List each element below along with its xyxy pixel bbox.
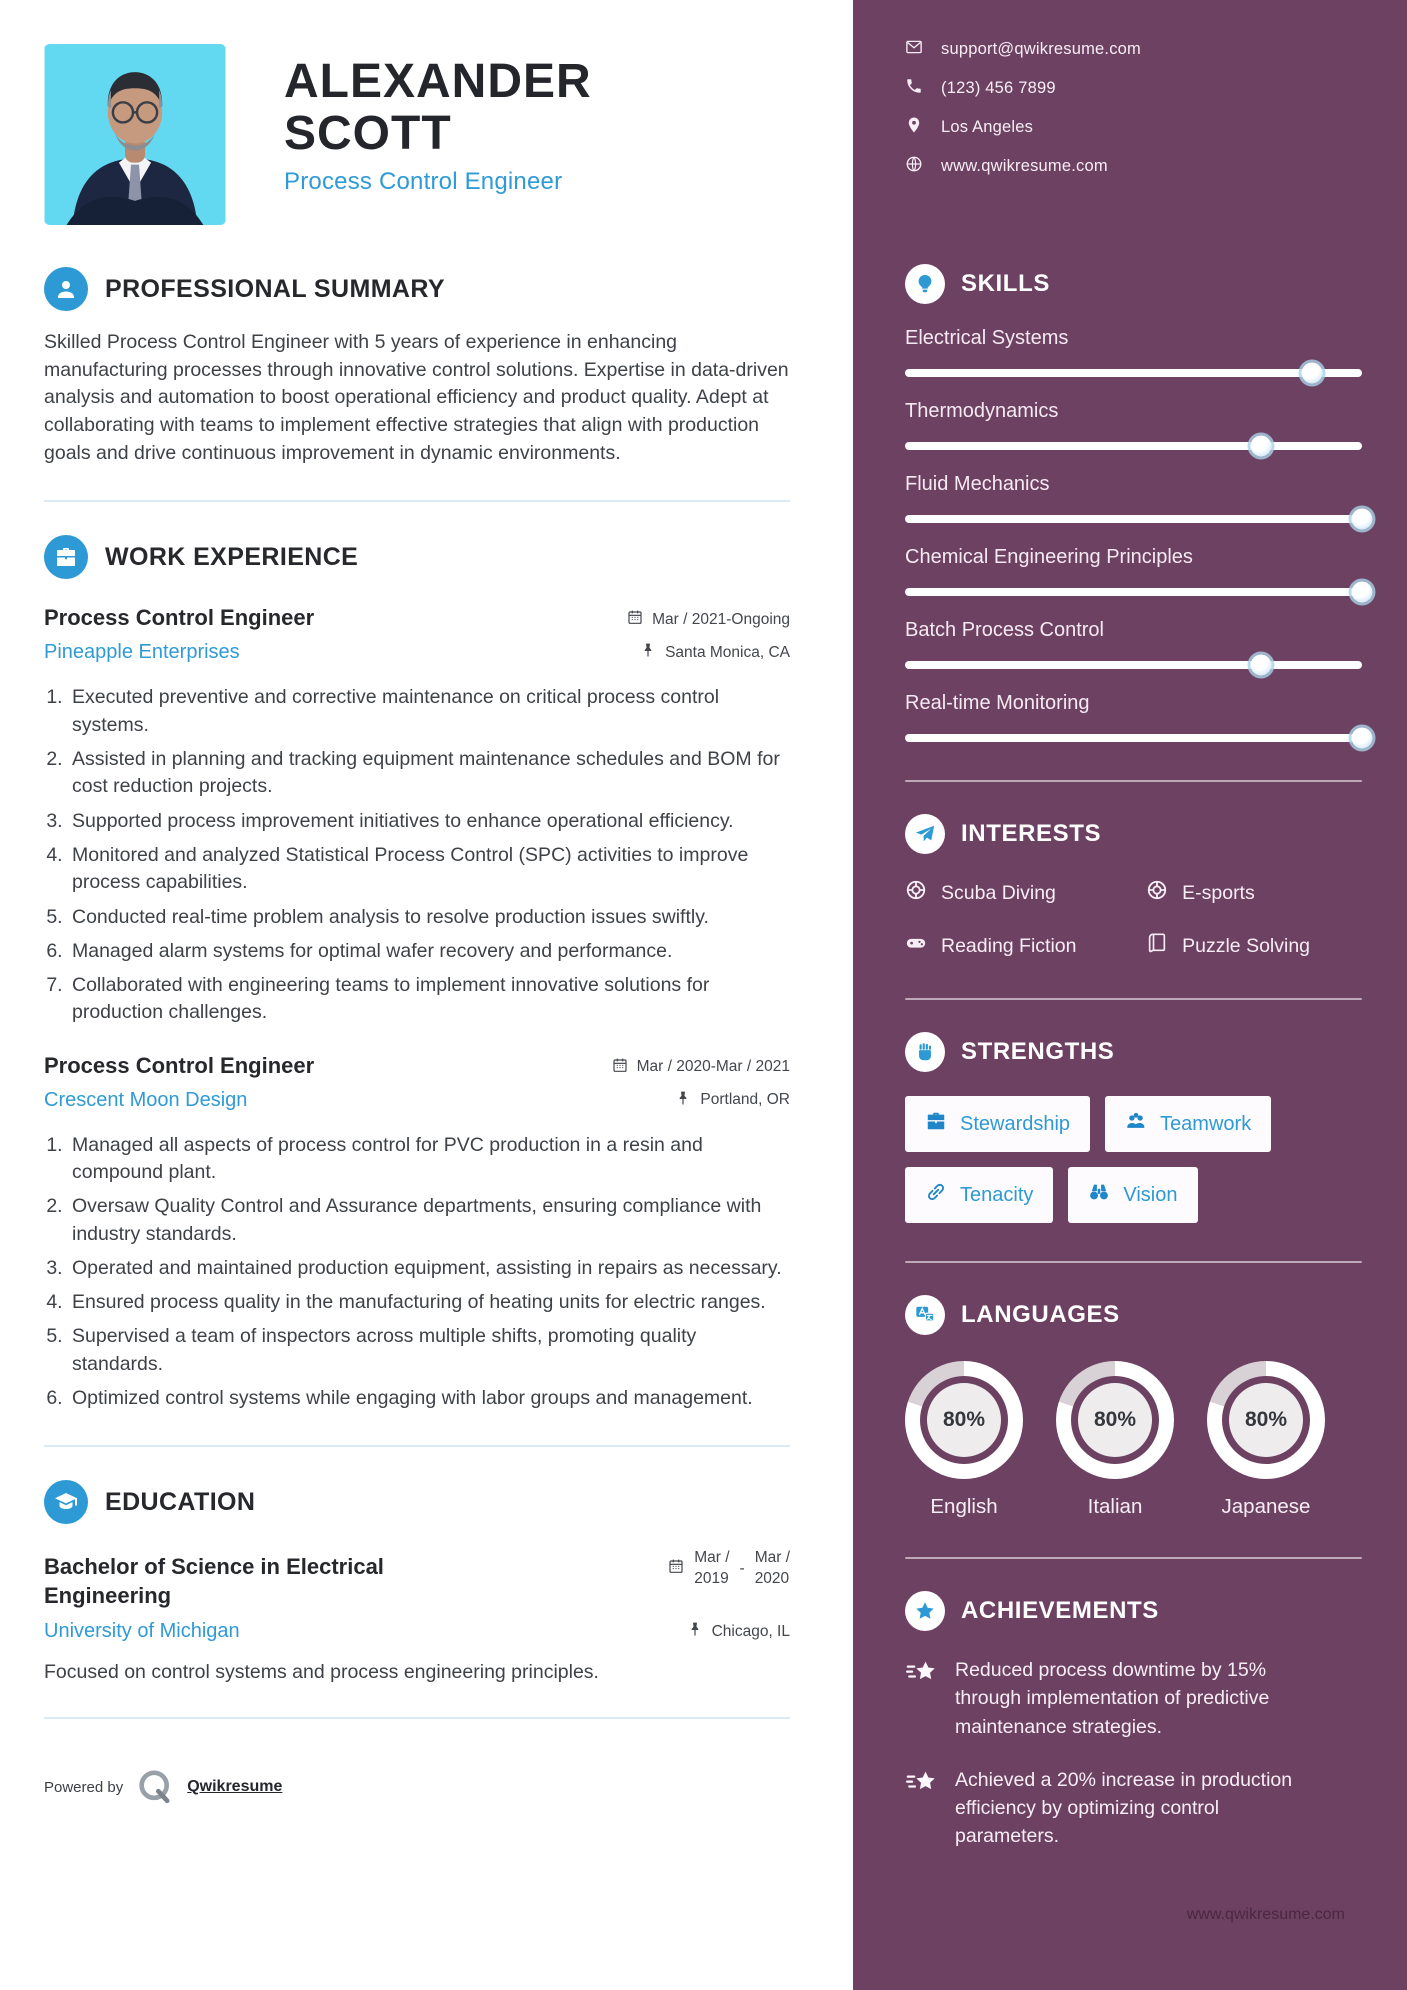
language-progress-ring (905, 1361, 1023, 1479)
divider (905, 1557, 1362, 1559)
contact-list (905, 38, 1362, 178)
job-company-row (44, 1079, 790, 1112)
languages-section (905, 1295, 1362, 1519)
job-bullet: 6. Optimized control systems while engaging with labor groups and management. (68, 1385, 790, 1412)
skill-slider (905, 515, 1362, 523)
date-end-month: Mar / (754, 1549, 790, 1567)
skill-slider-thumb (1301, 363, 1322, 384)
job-list (44, 605, 790, 1412)
translate-icon (905, 1295, 945, 1335)
education-location (687, 1621, 790, 1642)
skill-slider-thumb (1251, 655, 1272, 676)
job-date (612, 1057, 790, 1078)
languages-header (905, 1295, 1362, 1335)
job-title-row (44, 1053, 790, 1079)
job-bullet: 1. Managed all aspects of process control for PVC production in a resin and compound plant. (68, 1132, 790, 1187)
languages-list (905, 1361, 1362, 1519)
interest-item (905, 879, 1138, 907)
identity-header (44, 44, 790, 225)
work-experience-section (44, 535, 790, 1412)
education-title-row (44, 1548, 790, 1610)
skill-row (905, 692, 1362, 742)
skills-heading: SKILLS (961, 270, 1050, 297)
pin-icon (640, 642, 656, 663)
job-bullet: 7. Collaborated with engineering teams to implement innovative solutions for production challenges. (68, 972, 790, 1027)
location-pin-icon (905, 116, 923, 139)
job-bullet: 4. Monitored and analyzed Statistical Process Control (SPC) activities to improve process capabilities. (68, 842, 790, 897)
date-start-month: Mar / (694, 1549, 730, 1567)
fist-icon (905, 1032, 945, 1072)
professional-summary-section (44, 267, 790, 467)
skill-row (905, 546, 1362, 596)
language-percent: 80% (1078, 1383, 1152, 1457)
qwikresume-link[interactable]: Qwikresume (187, 1778, 283, 1796)
job-title: Process Control Engineer (44, 1052, 315, 1078)
contact-text: Los Angeles (941, 118, 1034, 136)
school-name: University of Michigan (44, 1620, 240, 1643)
strength-chip (905, 1096, 1090, 1152)
calendar-icon (668, 1558, 684, 1579)
achievements-section (905, 1591, 1362, 1851)
skill-slider (905, 734, 1362, 742)
contact-item[interactable] (905, 77, 1362, 100)
life-ring-icon (905, 879, 927, 907)
job-bullet: 3. Operated and maintained production equipment, assisting in repairs as necessary. (68, 1255, 790, 1282)
divider (44, 1717, 790, 1719)
achievement-text: Achieved a 20% increase in production efficiency by optimizing control parameters. (955, 1768, 1293, 1848)
date-separator: - (739, 1559, 745, 1577)
education-school-row (44, 1610, 790, 1643)
education-section (44, 1480, 790, 1684)
contact-text: www.qwikresume.com (941, 157, 1108, 175)
name-block (284, 44, 592, 196)
strengths-section (905, 1032, 1362, 1223)
skill-row (905, 473, 1362, 523)
skill-slider (905, 369, 1362, 377)
interest-item (1146, 932, 1362, 960)
contact-text: (123) 456 7899 (941, 79, 1056, 97)
lightbulb-icon (905, 264, 945, 304)
profile-photo (44, 44, 226, 225)
interests-heading: INTERESTS (961, 820, 1102, 847)
link-icon (925, 1181, 947, 1209)
strength-chip (1105, 1096, 1271, 1152)
work-header (44, 535, 790, 579)
job-bullet: 2. Assisted in planning and tracking equipment maintenance schedules and BOM for cost reduction projects. (68, 746, 790, 801)
life-ring-icon (1146, 879, 1168, 907)
achievements-list (905, 1656, 1362, 1851)
skill-slider-thumb (1352, 582, 1373, 603)
grad-cap-icon (44, 1480, 88, 1524)
skill-slider (905, 442, 1362, 450)
star-icon (905, 1591, 945, 1631)
interests-list (905, 879, 1362, 960)
person-icon (44, 267, 88, 311)
language-progress-ring (1207, 1361, 1325, 1479)
divider (905, 1261, 1362, 1263)
skill-row (905, 400, 1362, 450)
qwikresume-logo-icon (135, 1767, 175, 1807)
education-heading: EDUCATION (105, 1487, 256, 1516)
education-entry (44, 1548, 790, 1684)
strength-label: Teamwork (1160, 1112, 1252, 1135)
strengths-heading: STRENGTHS (961, 1038, 1115, 1065)
language-percent: 80% (927, 1383, 1001, 1457)
job-bullet: 1. Executed preventive and corrective maintenance on critical process control systems. (68, 684, 790, 739)
strength-label: Vision (1123, 1183, 1178, 1206)
interest-item (1146, 879, 1362, 907)
skill-name: Batch Process Control (905, 619, 1104, 641)
phone-icon (905, 77, 923, 100)
job-company-row (44, 631, 790, 664)
job-title-row (44, 605, 790, 631)
skill-name: Thermodynamics (905, 400, 1059, 422)
job-date-text: Mar / 2020-Mar / 2021 (636, 1058, 790, 1076)
language-progress-ring (1056, 1361, 1174, 1479)
summary-text: Skilled Process Control Engineer with 5 years of experience in enhancing manufacturing processes through innovative control solutions. Expertise in data-driven analysis and automation to boost operational efficiency and product quality. Adept at collaborating with teams to implement effective strategies that align with production goals and drive continuous improvement in dynamic environments. (44, 331, 789, 464)
education-date-end (755, 1548, 790, 1588)
date-start-year: 2019 (694, 1569, 729, 1587)
powered-by-label: Powered by (44, 1778, 124, 1796)
strength-label: Stewardship (960, 1112, 1071, 1135)
skill-name: Real-time Monitoring (905, 692, 1090, 714)
briefcase-icon (44, 535, 88, 579)
language-name: Japanese (1221, 1495, 1311, 1518)
job-bullet-list (44, 1132, 790, 1413)
pin-icon (687, 1621, 703, 1642)
divider (44, 1445, 790, 1447)
interests-section (905, 814, 1362, 960)
divider (905, 998, 1362, 1000)
skill-name: Chemical Engineering Principles (905, 546, 1193, 568)
achievement-text: Reduced process downtime by 15% through implementation of predictive maintenance strategies. (955, 1659, 1270, 1738)
binoculars-icon (1088, 1181, 1110, 1209)
education-header (44, 1480, 790, 1524)
candidate-title: Process Control Engineer (284, 167, 563, 195)
watermark: www.qwikresume.com (1186, 1906, 1345, 1923)
job-entry (44, 1053, 790, 1413)
degree-title: Bachelor of Science in Electrical Engineering (44, 1554, 384, 1608)
achievement-item (905, 1766, 1362, 1851)
job-company: Crescent Moon Design (44, 1088, 248, 1111)
interests-header (905, 814, 1362, 854)
strength-label: Tenacity (960, 1183, 1034, 1206)
skill-name: Fluid Mechanics (905, 473, 1050, 495)
globe-icon (905, 155, 923, 178)
education-note: Focused on control systems and process engineering principles. (44, 1661, 599, 1684)
briefcase-icon (925, 1110, 947, 1138)
paper-plane-icon (905, 814, 945, 854)
skill-name: Electrical Systems (905, 327, 1069, 349)
job-bullet: 6. Managed alarm systems for optimal wafer recovery and performance. (68, 938, 790, 965)
pin-icon (675, 1090, 691, 1111)
job-location-text: Portland, OR (700, 1091, 790, 1109)
sidebar (853, 0, 1407, 1990)
shooting-star-icon (905, 1766, 939, 1808)
achievements-heading: ACHIEVEMENTS (961, 1597, 1159, 1624)
job-company: Pineapple Enterprises (44, 641, 240, 664)
calendar-icon (612, 1057, 628, 1078)
strengths-list (905, 1096, 1362, 1223)
calendar-icon (627, 609, 643, 630)
contact-item[interactable] (905, 155, 1362, 178)
skills-list (905, 327, 1362, 742)
job-bullet: 5. Conducted real-time problem analysis to resolve production issues swiftly. (68, 904, 790, 931)
shooting-star-icon (905, 1656, 939, 1698)
skills-section (905, 264, 1362, 742)
skill-row (905, 619, 1362, 669)
job-entry (44, 605, 790, 1026)
language-item (905, 1361, 1023, 1519)
education-dates (668, 1548, 790, 1588)
skill-slider (905, 588, 1362, 596)
skill-slider-thumb (1352, 728, 1373, 749)
skill-slider-thumb (1352, 509, 1373, 530)
interest-label: Reading Fiction (941, 934, 1077, 957)
candidate-name (284, 56, 592, 160)
language-name: Italian (1087, 1495, 1143, 1518)
profile-photo-illustration (44, 44, 226, 225)
achievement-item (905, 1656, 1362, 1741)
job-bullet: 3. Supported process improvement initiatives to enhance operational efficiency. (68, 808, 790, 835)
work-heading: WORK EXPERIENCE (105, 542, 359, 571)
book-icon (1146, 932, 1168, 960)
skills-header (905, 264, 1362, 304)
contact-item[interactable] (905, 38, 1362, 61)
strength-chip (1068, 1167, 1197, 1223)
candidate-name-line1: ALEXANDER (284, 55, 592, 108)
summary-heading: PROFESSIONAL SUMMARY (105, 274, 445, 303)
divider (905, 780, 1362, 782)
contact-text: support@qwikresume.com (941, 40, 1141, 58)
contact-item[interactable] (905, 116, 1362, 139)
achievements-header (905, 1591, 1362, 1631)
divider (44, 500, 790, 502)
job-bullet: 5. Supervised a team of inspectors across multiple shifts, promoting quality standards. (68, 1323, 790, 1378)
footer (44, 1767, 790, 1807)
education-date-start (694, 1548, 729, 1588)
envelope-icon (905, 38, 923, 61)
job-location (640, 642, 790, 663)
job-bullet: 4. Ensured process quality in the manufacturing of heating units for electric ranges. (68, 1289, 790, 1316)
candidate-name-line2: SCOTT (284, 106, 452, 160)
gamepad-icon (905, 932, 927, 960)
job-location-text: Santa Monica, CA (665, 643, 790, 661)
strengths-header (905, 1032, 1362, 1072)
language-item (1056, 1361, 1174, 1519)
interest-item (905, 932, 1138, 960)
language-name: English (930, 1495, 998, 1518)
job-title: Process Control Engineer (44, 605, 315, 631)
users-icon (1125, 1110, 1147, 1138)
skill-row (905, 327, 1362, 377)
interest-label: E-sports (1182, 881, 1255, 904)
skill-slider-thumb (1251, 436, 1272, 457)
education-location-text: Chicago, IL (711, 1622, 790, 1640)
job-bullet: 2. Oversaw Quality Control and Assurance departments, ensuring compliance with industry standards. (68, 1193, 790, 1248)
strength-chip (905, 1167, 1053, 1223)
date-end-year: 2020 (754, 1569, 790, 1587)
language-item (1207, 1361, 1325, 1519)
job-location (675, 1090, 790, 1111)
job-date-text: Mar / 2021-Ongoing (652, 610, 790, 628)
job-bullet-list (44, 684, 790, 1026)
summary-header (44, 267, 790, 311)
skill-slider (905, 661, 1362, 669)
languages-heading: LANGUAGES (961, 1301, 1120, 1328)
language-percent: 80% (1229, 1383, 1303, 1457)
interest-label: Scuba Diving (941, 881, 1056, 904)
interest-label: Puzzle Solving (1182, 934, 1311, 957)
job-date (627, 609, 790, 630)
